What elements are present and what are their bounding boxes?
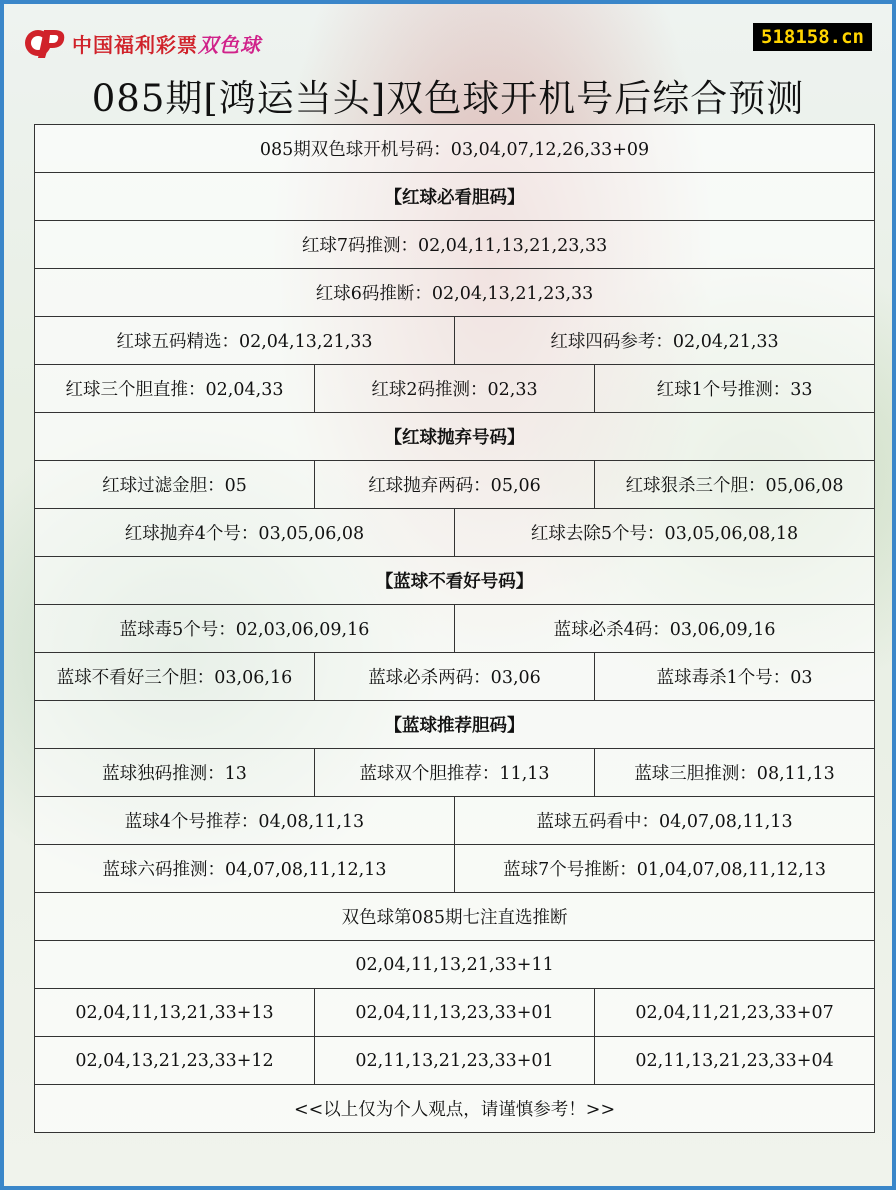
prediction-cell: 蓝球独码推测：13 [35, 749, 315, 797]
table-row [35, 797, 875, 845]
prediction-cell: 红球狠杀三个胆：05,06,08 [595, 461, 875, 509]
table-row [35, 989, 875, 1037]
bet-cell: 02,04,11,21,23,33+07 [595, 989, 875, 1037]
lottery-logo [24, 26, 261, 60]
table-row [35, 413, 875, 461]
table-row [35, 749, 875, 797]
section-heading: 【蓝球推荐胆码】 [35, 701, 875, 749]
prediction-cell: 蓝球三胆推测：08,11,13 [595, 749, 875, 797]
prediction-cell: 蓝球4个号推荐：04,08,11,13 [35, 797, 455, 845]
page-frame [4, 4, 892, 1186]
prediction-cell: 蓝球毒杀1个号：03 [595, 653, 875, 701]
bet-cell: 02,11,13,21,23,33+04 [595, 1037, 875, 1085]
page-title: 085期[鸿运当头]双色球开机号后综合预测 [91, 77, 805, 120]
table-row [35, 125, 875, 173]
table-row [35, 509, 875, 557]
prediction-cell: 红球四码参考：02,04,21,33 [455, 317, 875, 365]
prediction-cell: 红球2码推测：02,33 [315, 365, 595, 413]
prediction-cell: 红球抛弃两码：05,06 [315, 461, 595, 509]
prediction-cell: 蓝球不看好三个胆：03,06,16 [35, 653, 315, 701]
bet-cell: 02,04,11,13,21,33+13 [35, 989, 315, 1037]
logo-ssq-text: 双色球 [198, 32, 261, 57]
prediction-cell: 蓝球六码推测：04,07,08,11,12,13 [35, 845, 455, 893]
table-row [35, 269, 875, 317]
welfare-lottery-logo-icon [24, 26, 68, 60]
table-row [35, 365, 875, 413]
bet-cell: 02,11,13,21,23,33+01 [315, 1037, 595, 1085]
section-heading: 【红球必看胆码】 [35, 173, 875, 221]
table-row [35, 461, 875, 509]
table-row [35, 1085, 875, 1133]
table-row [35, 221, 875, 269]
section-heading: 双色球第085期七注直选推断 [35, 893, 875, 941]
table-row [35, 701, 875, 749]
prediction-cell: 红球抛弃4个号：03,05,06,08 [35, 509, 455, 557]
prediction-cell: 红球1个号推测：33 [595, 365, 875, 413]
table-row [35, 653, 875, 701]
prediction-cell: 红球三个胆直推：02,04,33 [35, 365, 315, 413]
disclaimer-footer: <<以上仅为个人观点，请谨慎参考！>> [35, 1085, 875, 1133]
table-row [35, 941, 875, 989]
bet-cell: 02,04,11,13,21,33+11 [35, 941, 875, 989]
draw-number-cell: 085期双色球开机号码：03,04,07,12,26,33+09 [35, 125, 875, 173]
bet-cell: 02,04,11,13,23,33+01 [315, 989, 595, 1037]
table-row [35, 317, 875, 365]
prediction-cell: 红球去除5个号：03,05,06,08,18 [455, 509, 875, 557]
bet-cell: 02,04,13,21,23,33+12 [35, 1037, 315, 1085]
prediction-cell: 蓝球必杀4码：03,06,09,16 [455, 605, 875, 653]
prediction-cell: 红球五码精选：02,04,13,21,33 [35, 317, 455, 365]
section-heading: 【红球抛弃号码】 [35, 413, 875, 461]
prediction-cell: 蓝球必杀两码：03,06 [315, 653, 595, 701]
site-badge: 518158.cn [753, 23, 872, 51]
table-row [35, 605, 875, 653]
prediction-table [34, 124, 875, 1133]
section-heading: 【蓝球不看好号码】 [35, 557, 875, 605]
table-row [35, 557, 875, 605]
prediction-cell: 红球过滤金胆：05 [35, 461, 315, 509]
table-row [35, 173, 875, 221]
prediction-cell: 红球7码推测：02,04,11,13,21,23,33 [35, 221, 875, 269]
prediction-cell: 蓝球毒5个号：02,03,06,09,16 [35, 605, 455, 653]
prediction-cell: 红球6码推断：02,04,13,21,23,33 [35, 269, 875, 317]
prediction-cell: 蓝球双个胆推荐：11,13 [315, 749, 595, 797]
logo-text: 中国福利彩票双色球 [72, 32, 261, 57]
prediction-cell: 蓝球7个号推断：01,04,07,08,11,12,13 [455, 845, 875, 893]
table-row [35, 845, 875, 893]
table-row [35, 893, 875, 941]
prediction-cell: 蓝球五码看中：04,07,08,11,13 [455, 797, 875, 845]
table-row [35, 1037, 875, 1085]
